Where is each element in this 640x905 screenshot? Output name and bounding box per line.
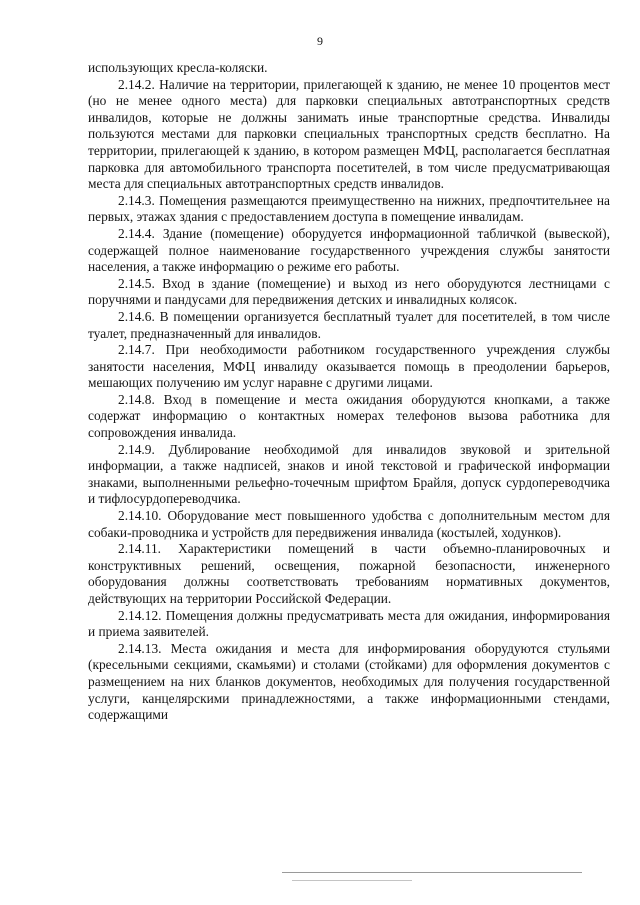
paragraph-2-14-12: 2.14.12. Помещения должны предусматривать места для ожидания, информирования и приема заявителей. [88,607,610,640]
paragraph-2-14-8: 2.14.8. Вход в помещение и места ожидания оборудуются кнопками, а также содержат информацию о контактных номерах телефонов вызова работника для сопровождения инвалида. [88,391,610,441]
paragraph-2-14-4: 2.14.4. Здание (помещение) оборудуется информационной табличкой (вывеской), содержащей полное наименование государственного учреждения службы занятости населения, а также информацию о режиме его работы. [88,225,610,275]
paragraph-2-14-6: 2.14.6. В помещении организуется бесплатный туалет для посетителей, в том числе туалет, предназначенный для инвалидов. [88,308,610,341]
paragraph-2-14-5: 2.14.5. Вход в здание (помещение) и выход из него оборудуются лестницами с поручнями и пандусами для передвижения детских и инвалидных колясок. [88,275,610,308]
paragraph-2-14-11: 2.14.11. Характеристики помещений в части объемно-планировочных и конструктивных решений, освещения, пожарной безопасности, инженерного оборудования должны соответствовать требованиям нормативных документов, действующих на территории Российской Федерации. [88,541,610,606]
paragraph-2-14-9: 2.14.9. Дублирование необходимой для инвалидов звуковой и зрительной информации, а также надписей, знаков и иной текстовой и графической информации знаками, выполненными рельефно-точечным шрифтом Брайля, допуск сурдопереводчика и тифлосурдопереводчика. [88,441,610,507]
page-number: 9 [317,34,323,48]
footer-divider-faint [292,880,412,881]
document-body [88,60,610,724]
paragraph-2-14-7: 2.14.7. При необходимости работником государственного учреждения службы занятости населения, МФЦ инвалиду оказывается помощь в преодолении барьеров, мешающих получению им услуг наравне с другими лицами. [88,342,610,391]
paragraph-2-14-2: 2.14.2. Наличие на территории, прилегающей к зданию, не менее 10 процентов мест (но не менее одного места) для парковки специальных автотранспортных средств инвалидов, которые не должны занимать иные транспортные средства. Инвалиды пользуются местами для парковки специальных транспортных средств бесплатно. На территории, прилегающей к зданию, в котором размещен МФЦ, располагается бесплатная парковка для автомобильного транспорта посетителей, в том числе предусматривающая места для специальных автотранспортных средств инвалидов. [88,76,610,192]
paragraph-continuation: использующих кресла-коляски. [88,60,268,75]
paragraph-2-14-3: 2.14.3. Помещения размещаются преимущественно на нижних, предпочтительнее на первых, этажах здания с предоставлением доступа в помещение инвалидам. [88,192,610,225]
footer-divider [282,872,582,873]
paragraph-2-14-10: 2.14.10. Оборудование мест повышенного удобства с дополнительным местом для собаки-проводника и устройств для передвижения инвалида (костылей, ходунков). [88,508,610,540]
paragraph-2-14-13: 2.14.13. Места ожидания и места для информирования оборудуются стульями (кресельными секциями, скамьями) и столами (стойками) для оформления документов с размещением на них бланков документов, необходимых для получения государственной услуги, канцелярскими принадлежностями, а также информационными стендами, содержащими [88,640,610,723]
